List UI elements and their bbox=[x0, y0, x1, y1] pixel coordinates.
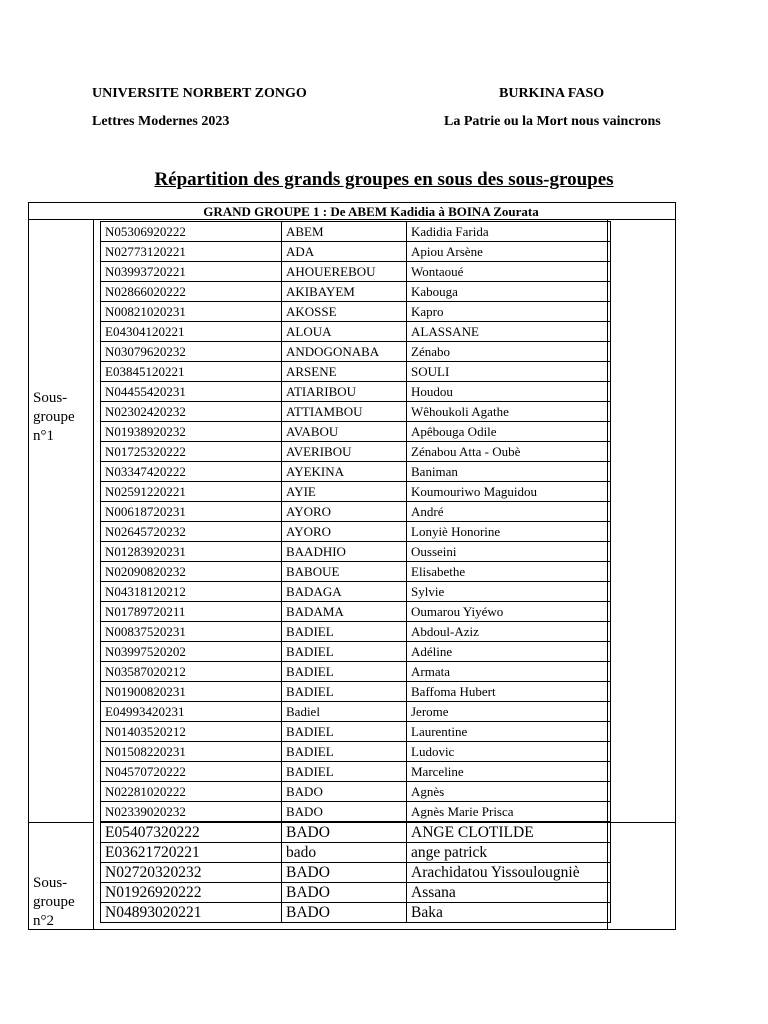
last-name-cell: AHOUEREBOU bbox=[282, 262, 407, 282]
first-name-cell: Baka bbox=[407, 903, 611, 923]
first-name-cell: Zénabo bbox=[407, 342, 611, 362]
student-id-cell: N05306920222 bbox=[101, 222, 282, 242]
table-row bbox=[101, 302, 611, 322]
first-name-cell: Agnès bbox=[407, 782, 611, 802]
table-row bbox=[101, 702, 611, 722]
table-row bbox=[101, 682, 611, 702]
table-row bbox=[101, 843, 611, 863]
first-name-cell: Sylvie bbox=[407, 582, 611, 602]
student-id-cell: N03997520202 bbox=[101, 642, 282, 662]
national-motto: La Patrie ou la Mort nous vaincrons bbox=[444, 114, 661, 129]
subgroup-1-label: Sous-groupe n°1 bbox=[33, 390, 75, 444]
first-name-cell: Baniman bbox=[407, 462, 611, 482]
last-name-cell: BADIEL bbox=[282, 722, 407, 742]
last-name-cell: AVERIBOU bbox=[282, 442, 407, 462]
last-name-cell: BADO bbox=[282, 903, 407, 923]
student-id-cell: N00821020231 bbox=[101, 302, 282, 322]
table-row bbox=[101, 482, 611, 502]
first-name-cell: Kapro bbox=[407, 302, 611, 322]
table-row bbox=[101, 863, 611, 883]
first-name-cell: SOULI bbox=[407, 362, 611, 382]
last-name-cell: BADIEL bbox=[282, 682, 407, 702]
country-name: BURKINA FASO bbox=[499, 86, 605, 101]
first-name-cell: Laurentine bbox=[407, 722, 611, 742]
student-id-cell: N02090820232 bbox=[101, 562, 282, 582]
first-name-cell: Ludovic bbox=[407, 742, 611, 762]
table-row bbox=[101, 382, 611, 402]
first-name-cell: Armata bbox=[407, 662, 611, 682]
last-name-cell: BADIEL bbox=[282, 742, 407, 762]
first-name-cell: Oumarou Yiyéwo bbox=[407, 602, 611, 622]
last-name-cell: BADO bbox=[282, 883, 407, 903]
student-id-cell: E03621720221 bbox=[101, 843, 282, 863]
last-name-cell: BADO bbox=[282, 802, 407, 822]
last-name-cell: BADIEL bbox=[282, 642, 407, 662]
student-id-cell: N00618720231 bbox=[101, 502, 282, 522]
first-name-cell: Marceline bbox=[407, 762, 611, 782]
student-id-cell: N01938920232 bbox=[101, 422, 282, 442]
last-name-cell: BAADHIO bbox=[282, 542, 407, 562]
student-id-cell: E05407320222 bbox=[101, 823, 282, 843]
table-row bbox=[101, 722, 611, 742]
student-id-cell: N01403520212 bbox=[101, 722, 282, 742]
student-id-cell: N02720320232 bbox=[101, 863, 282, 883]
table-row bbox=[101, 282, 611, 302]
last-name-cell: ABEM bbox=[282, 222, 407, 242]
first-name-cell: ange patrick bbox=[407, 843, 611, 863]
table-row bbox=[101, 342, 611, 362]
university-name: UNIVERSITE NORBERT ZONGO bbox=[92, 86, 307, 101]
first-name-cell: Kadidia Farida bbox=[407, 222, 611, 242]
student-id-cell: N02339020232 bbox=[101, 802, 282, 822]
last-name-cell: AYORO bbox=[282, 502, 407, 522]
table-row bbox=[101, 462, 611, 482]
table-row bbox=[101, 442, 611, 462]
last-name-cell: Badiel bbox=[282, 702, 407, 722]
first-name-cell: Houdou bbox=[407, 382, 611, 402]
first-name-cell: André bbox=[407, 502, 611, 522]
student-id-cell: N02645720232 bbox=[101, 522, 282, 542]
first-name-cell: Agnès Marie Prisca bbox=[407, 802, 611, 822]
program-name: Lettres Modernes 2023 bbox=[92, 114, 230, 129]
last-name-cell: BADO bbox=[282, 782, 407, 802]
last-name-cell: ATIARIBOU bbox=[282, 382, 407, 402]
student-id-cell: N00837520231 bbox=[101, 622, 282, 642]
first-name-cell: Apiou Arsène bbox=[407, 242, 611, 262]
last-name-cell: ADA bbox=[282, 242, 407, 262]
student-id-cell: N01725320222 bbox=[101, 442, 282, 462]
student-id-cell: N04893020221 bbox=[101, 903, 282, 923]
student-id-cell: N01508220231 bbox=[101, 742, 282, 762]
student-id-cell: N02591220221 bbox=[101, 482, 282, 502]
student-id-cell: N02302420232 bbox=[101, 402, 282, 422]
student-id-cell: N04455420231 bbox=[101, 382, 282, 402]
first-name-cell: Wontaoué bbox=[407, 262, 611, 282]
table-row bbox=[101, 362, 611, 382]
last-name-cell: AKOSSE bbox=[282, 302, 407, 322]
subgroup-divider bbox=[29, 822, 94, 823]
last-name-cell: AYIE bbox=[282, 482, 407, 502]
last-name-cell: ARSENE bbox=[282, 362, 407, 382]
first-name-cell: ANGE CLOTILDE bbox=[407, 823, 611, 843]
last-name-cell: AYORO bbox=[282, 522, 407, 542]
student-id-cell: N01926920222 bbox=[101, 883, 282, 903]
last-name-cell: ANDOGONABA bbox=[282, 342, 407, 362]
subgroup-1-table bbox=[100, 221, 611, 822]
table-row bbox=[101, 782, 611, 802]
table-row bbox=[101, 522, 611, 542]
first-name-cell: Apêbouga Odile bbox=[407, 422, 611, 442]
table-row bbox=[101, 402, 611, 422]
grand-groupe-table bbox=[28, 202, 676, 930]
last-name-cell: BADIEL bbox=[282, 762, 407, 782]
table-row bbox=[101, 542, 611, 562]
first-name-cell: Jerome bbox=[407, 702, 611, 722]
grand-groupe-title: GRAND GROUPE 1 : De ABEM Kadidia à BOINA Zourata bbox=[29, 203, 675, 220]
student-id-cell: N03347420222 bbox=[101, 462, 282, 482]
table-row bbox=[101, 823, 611, 843]
student-id-cell: N01789720211 bbox=[101, 602, 282, 622]
table-row bbox=[101, 322, 611, 342]
student-id-cell: N01900820231 bbox=[101, 682, 282, 702]
last-name-cell: AYEKINA bbox=[282, 462, 407, 482]
table-row bbox=[101, 422, 611, 442]
first-name-cell: Koumouriwo Maguidou bbox=[407, 482, 611, 502]
table-row bbox=[101, 802, 611, 822]
last-name-cell: BABOUE bbox=[282, 562, 407, 582]
table-row bbox=[101, 903, 611, 923]
subgroup-2-label: Sous-groupe n°2 bbox=[33, 875, 75, 929]
table-row bbox=[101, 762, 611, 782]
table-row bbox=[101, 622, 611, 642]
table-row bbox=[101, 883, 611, 903]
table-row bbox=[101, 502, 611, 522]
table-row bbox=[101, 242, 611, 262]
table-row bbox=[101, 662, 611, 682]
student-id-cell: N04570720222 bbox=[101, 762, 282, 782]
first-name-cell: Baffoma Hubert bbox=[407, 682, 611, 702]
student-id-cell: N02866020222 bbox=[101, 282, 282, 302]
first-name-cell: Arachidatou Yissoulougniè bbox=[407, 863, 611, 883]
table-row bbox=[101, 602, 611, 622]
document-title: Répartition des grands groupes en sous des sous-groupes bbox=[154, 169, 614, 190]
last-name-cell: bado bbox=[282, 843, 407, 863]
first-name-cell: Abdoul-Aziz bbox=[407, 622, 611, 642]
last-name-cell: AKIBAYEM bbox=[282, 282, 407, 302]
first-name-cell: Zénabou Atta - Oubè bbox=[407, 442, 611, 462]
first-name-cell: ALASSANE bbox=[407, 322, 611, 342]
student-id-cell: E03845120221 bbox=[101, 362, 282, 382]
student-id-cell: N03587020212 bbox=[101, 662, 282, 682]
first-name-cell: Elisabethe bbox=[407, 562, 611, 582]
student-id-cell: N02281020222 bbox=[101, 782, 282, 802]
last-name-cell: ATTIAMBOU bbox=[282, 402, 407, 422]
student-id-cell: E04304120221 bbox=[101, 322, 282, 342]
first-name-cell: Ousseini bbox=[407, 542, 611, 562]
last-name-cell: ALOUA bbox=[282, 322, 407, 342]
table-row bbox=[101, 222, 611, 242]
table-row bbox=[101, 582, 611, 602]
student-id-cell: N04318120212 bbox=[101, 582, 282, 602]
subgroup-2-table bbox=[100, 822, 611, 923]
last-name-cell: AVABOU bbox=[282, 422, 407, 442]
student-id-cell: E04993420231 bbox=[101, 702, 282, 722]
first-name-cell: Lonyiè Honorine bbox=[407, 522, 611, 542]
first-name-cell: Adéline bbox=[407, 642, 611, 662]
subgroup-divider bbox=[607, 822, 676, 823]
last-name-cell: BADO bbox=[282, 863, 407, 883]
table-row bbox=[101, 742, 611, 762]
first-name-cell: Wêhoukoli Agathe bbox=[407, 402, 611, 422]
table-row bbox=[101, 262, 611, 282]
last-name-cell: BADIEL bbox=[282, 622, 407, 642]
table-row bbox=[101, 562, 611, 582]
student-id-cell: N03993720221 bbox=[101, 262, 282, 282]
student-id-cell: N03079620232 bbox=[101, 342, 282, 362]
last-name-cell: BADO bbox=[282, 823, 407, 843]
last-name-cell: BADIEL bbox=[282, 662, 407, 682]
first-name-cell: Assana bbox=[407, 883, 611, 903]
first-name-cell: Kabouga bbox=[407, 282, 611, 302]
table-row bbox=[101, 642, 611, 662]
last-name-cell: BADAGA bbox=[282, 582, 407, 602]
student-id-cell: N02773120221 bbox=[101, 242, 282, 262]
last-name-cell: BADAMA bbox=[282, 602, 407, 622]
student-id-cell: N01283920231 bbox=[101, 542, 282, 562]
